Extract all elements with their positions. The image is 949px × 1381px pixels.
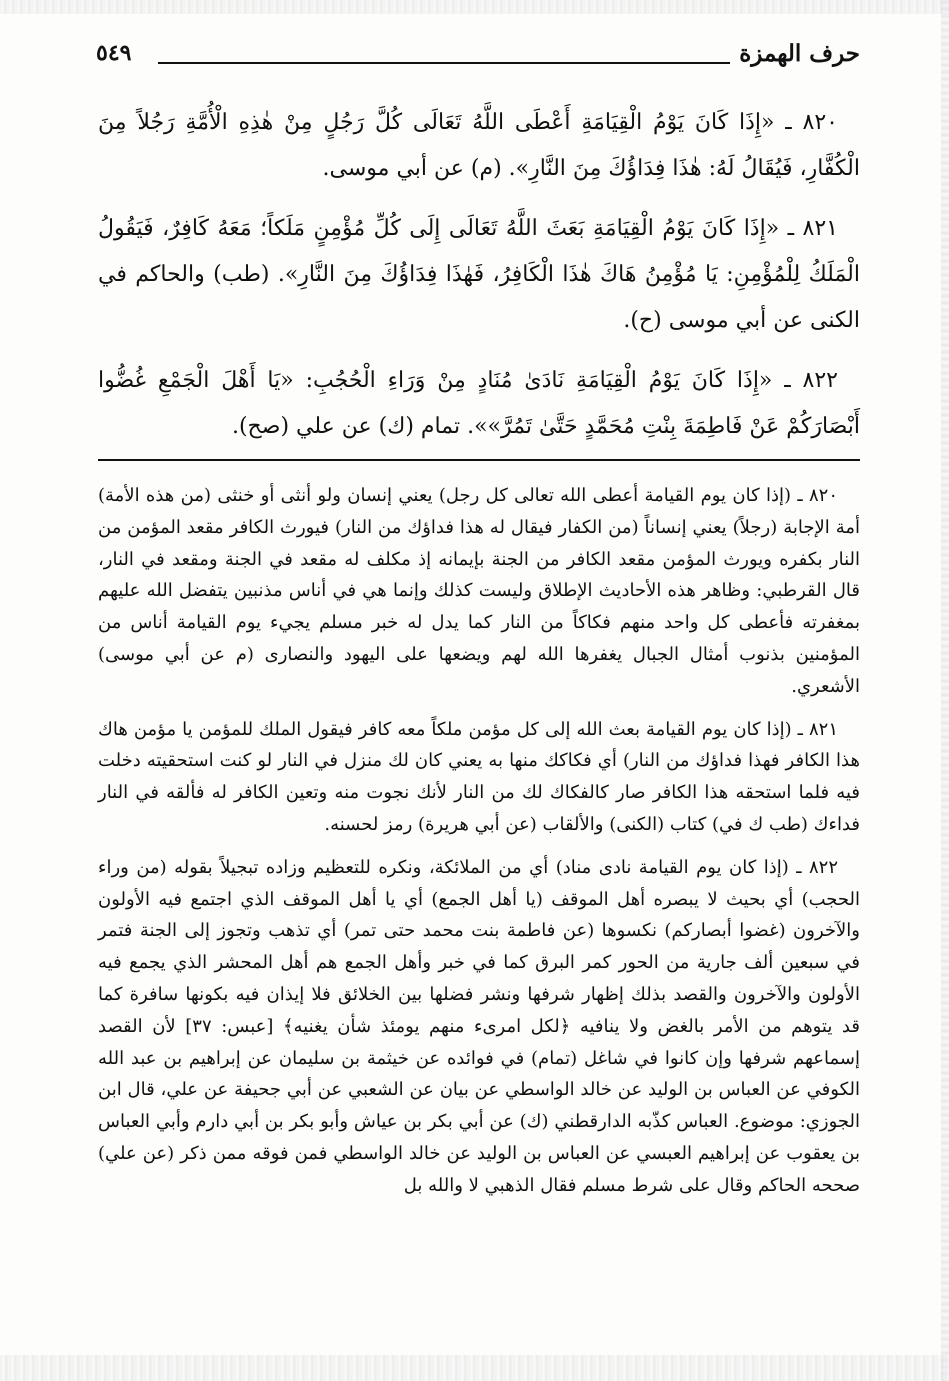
hadith-822: ٨٢٢ ـ «إِذَا كَانَ يَوْمُ الْقِيَامَةِ نَادَىٰ مُنَادٍ مِنْ وَرَاءِ الْحُجُبِ: «يَا أَهْلَ الْجَمْعِ غُضُّوا أَبْصَارَكُمْ عَنْ فَاطِمَةَ بِنْتِ مُحَمَّدٍ حَتَّىٰ تَمُرَّ»». تمام (ك) عن علي (صح). (98, 368, 860, 439)
commentary-block (98, 480, 860, 1213)
scan-edge-bottom (0, 1355, 949, 1381)
hadith-820: ٨٢٠ ـ «إِذَا كَانَ يَوْمُ الْقِيَامَةِ أَعْطَى اللَّهُ تَعَالَى كُلَّ رَجُلٍ مِنْ هٰذِهِ الْأُمَّةِ رَجُلاً مِنَ الْكُفَّارِ، فَيُقَالُ لَهُ: هٰذَا فِدَاؤُكَ مِنَ النَّارِ». (م) عن أبي موسى. (98, 110, 860, 181)
scan-edge-top (0, 0, 949, 14)
hadith-text-block (98, 100, 860, 464)
scan-edge-right (941, 0, 949, 1381)
page-number: ٥٤٩ (96, 40, 132, 66)
commentary-822: ٨٢٢ ـ (إذا كان يوم القيامة نادى مناد) أي من الملائكة، ونكره للتعظيم وزاده تبجيلاً بقوله (من وراء الحجب) أي بحيث لا يبصره أهل الموقف (يا أهل الجمع) أي يا أهل الموقف الذي اجتمع فيه الأولون والآخرون (غضوا أبصاركم) نكسوها (عن فاطمة بنت محمد حتى تمر) أي تذهب وتجوز إلى الجنة فتمر في سبعين ألف جارية من الحور كمر البرق كما في خبر وأهل الجمع هم أهل المحشر الذي يجمع فيه الأولون والآخرون والقصد بذلك إظهار شرفها ونشر فضلها بين الخلائق فلا إيذان فيه بكونها سافرة كما قد يتوهم من الأمر بالغض ولا ينافيه ﴿لكل امرىء منهم يومئذ شأن يغنيه﴾ [عبس: ٣٧] لأن القصد إسماعهم شرفها وإن كانوا في شاغل (تمام) في فوائده عن خيثمة بن سليمان عن إبراهيم بن عبد الله الكوفي عن العباس بن الوليد عن خالد الواسطي عن بيان عن الشعبي عن أبي جحيفة عن علي، قال ابن الجوزي: موضوع. العباس كذّبه الدارقطني (ك) عن أبي بكر بن عياش وأبو بكر بن أبي دارم وأبي العباس بن يعقوب عن إبراهيم العبسي عن العباس بن الوليد عن خالد الواسطي فمن فوقه ممن ذكر (عن علي) صححه الحاكم وقال على شرط مسلم فقال الذهبي لا والله بل (98, 856, 860, 1196)
header-rule (158, 62, 730, 64)
footnote-separator (98, 459, 860, 461)
commentary-820: ٨٢٠ ـ (إذا كان يوم القيامة أعطى الله تعالى كل رجل) يعني إنسان ولو أنثى أو خنثى (من هذه الأمة) أمة الإجابة (رجلاً) يعني إنساناً (من الكفار فيقال له هذا فداؤك من النار) فيورث الكافر مقعد المؤمن من النار بكفره ويورث المؤمن مقعد الكافر من الجنة بإيمانه إذ مكلف له مقعد في الجنة ومقعد في النار، قال القرطبي: وظاهر هذه الأحاديث الإطلاق وليست كذلك وإنما هي في أناس مذنبين يتفضل الله عليهم بمغفرته فأعطى كل واحد منهم فكاكاً من النار كما يدل له خبر مسلم يجيء يوم القيامة أناس من المؤمنين بذنوب أمثال الجبال يغفرها الله لهم ويضعها على اليهود والنصارى (م عن أبي موسى) الأشعري. (98, 485, 860, 697)
chapter-title: حرف الهمزة (739, 40, 860, 67)
running-header (96, 38, 860, 78)
hadith-821: ٨٢١ ـ «إِذَا كَانَ يَوْمُ الْقِيَامَةِ بَعَثَ اللَّهُ تَعَالَى إِلَى كُلِّ مُؤْمِنٍ مَلَكاً؛ مَعَهُ كَافِرٌ، فَيَقُولُ الْمَلَكُ لِلْمُؤْمِنِ: يَا مُؤْمِنُ هَاكَ هٰذَا الْكَافِرُ، فَهٰذَا فِدَاؤُكَ مِنَ النَّارِ». (طب) والحاكم في الكنى عن أبي موسى (ح). (98, 216, 860, 333)
commentary-821: ٨٢١ ـ (إذا كان يوم القيامة بعث الله إلى كل مؤمن ملكاً معه كافر فيقول الملك للمؤمن يا مؤمن هاك هذا الكافر فهذا فداؤك من النار) أي فكاكك منها به يعني كان لك منزل في النار لو كنت استحقيته دخلت فيه فلما استحقه هذا الكافر صار كالفكاك لك من النار لأنك نجوت منه وتعين الكافر له فألقه في النار فداءك (طب ك في) كتاب (الكنى) والألقاب (عن أبي هريرة) رمز لحسنه. (98, 718, 860, 835)
